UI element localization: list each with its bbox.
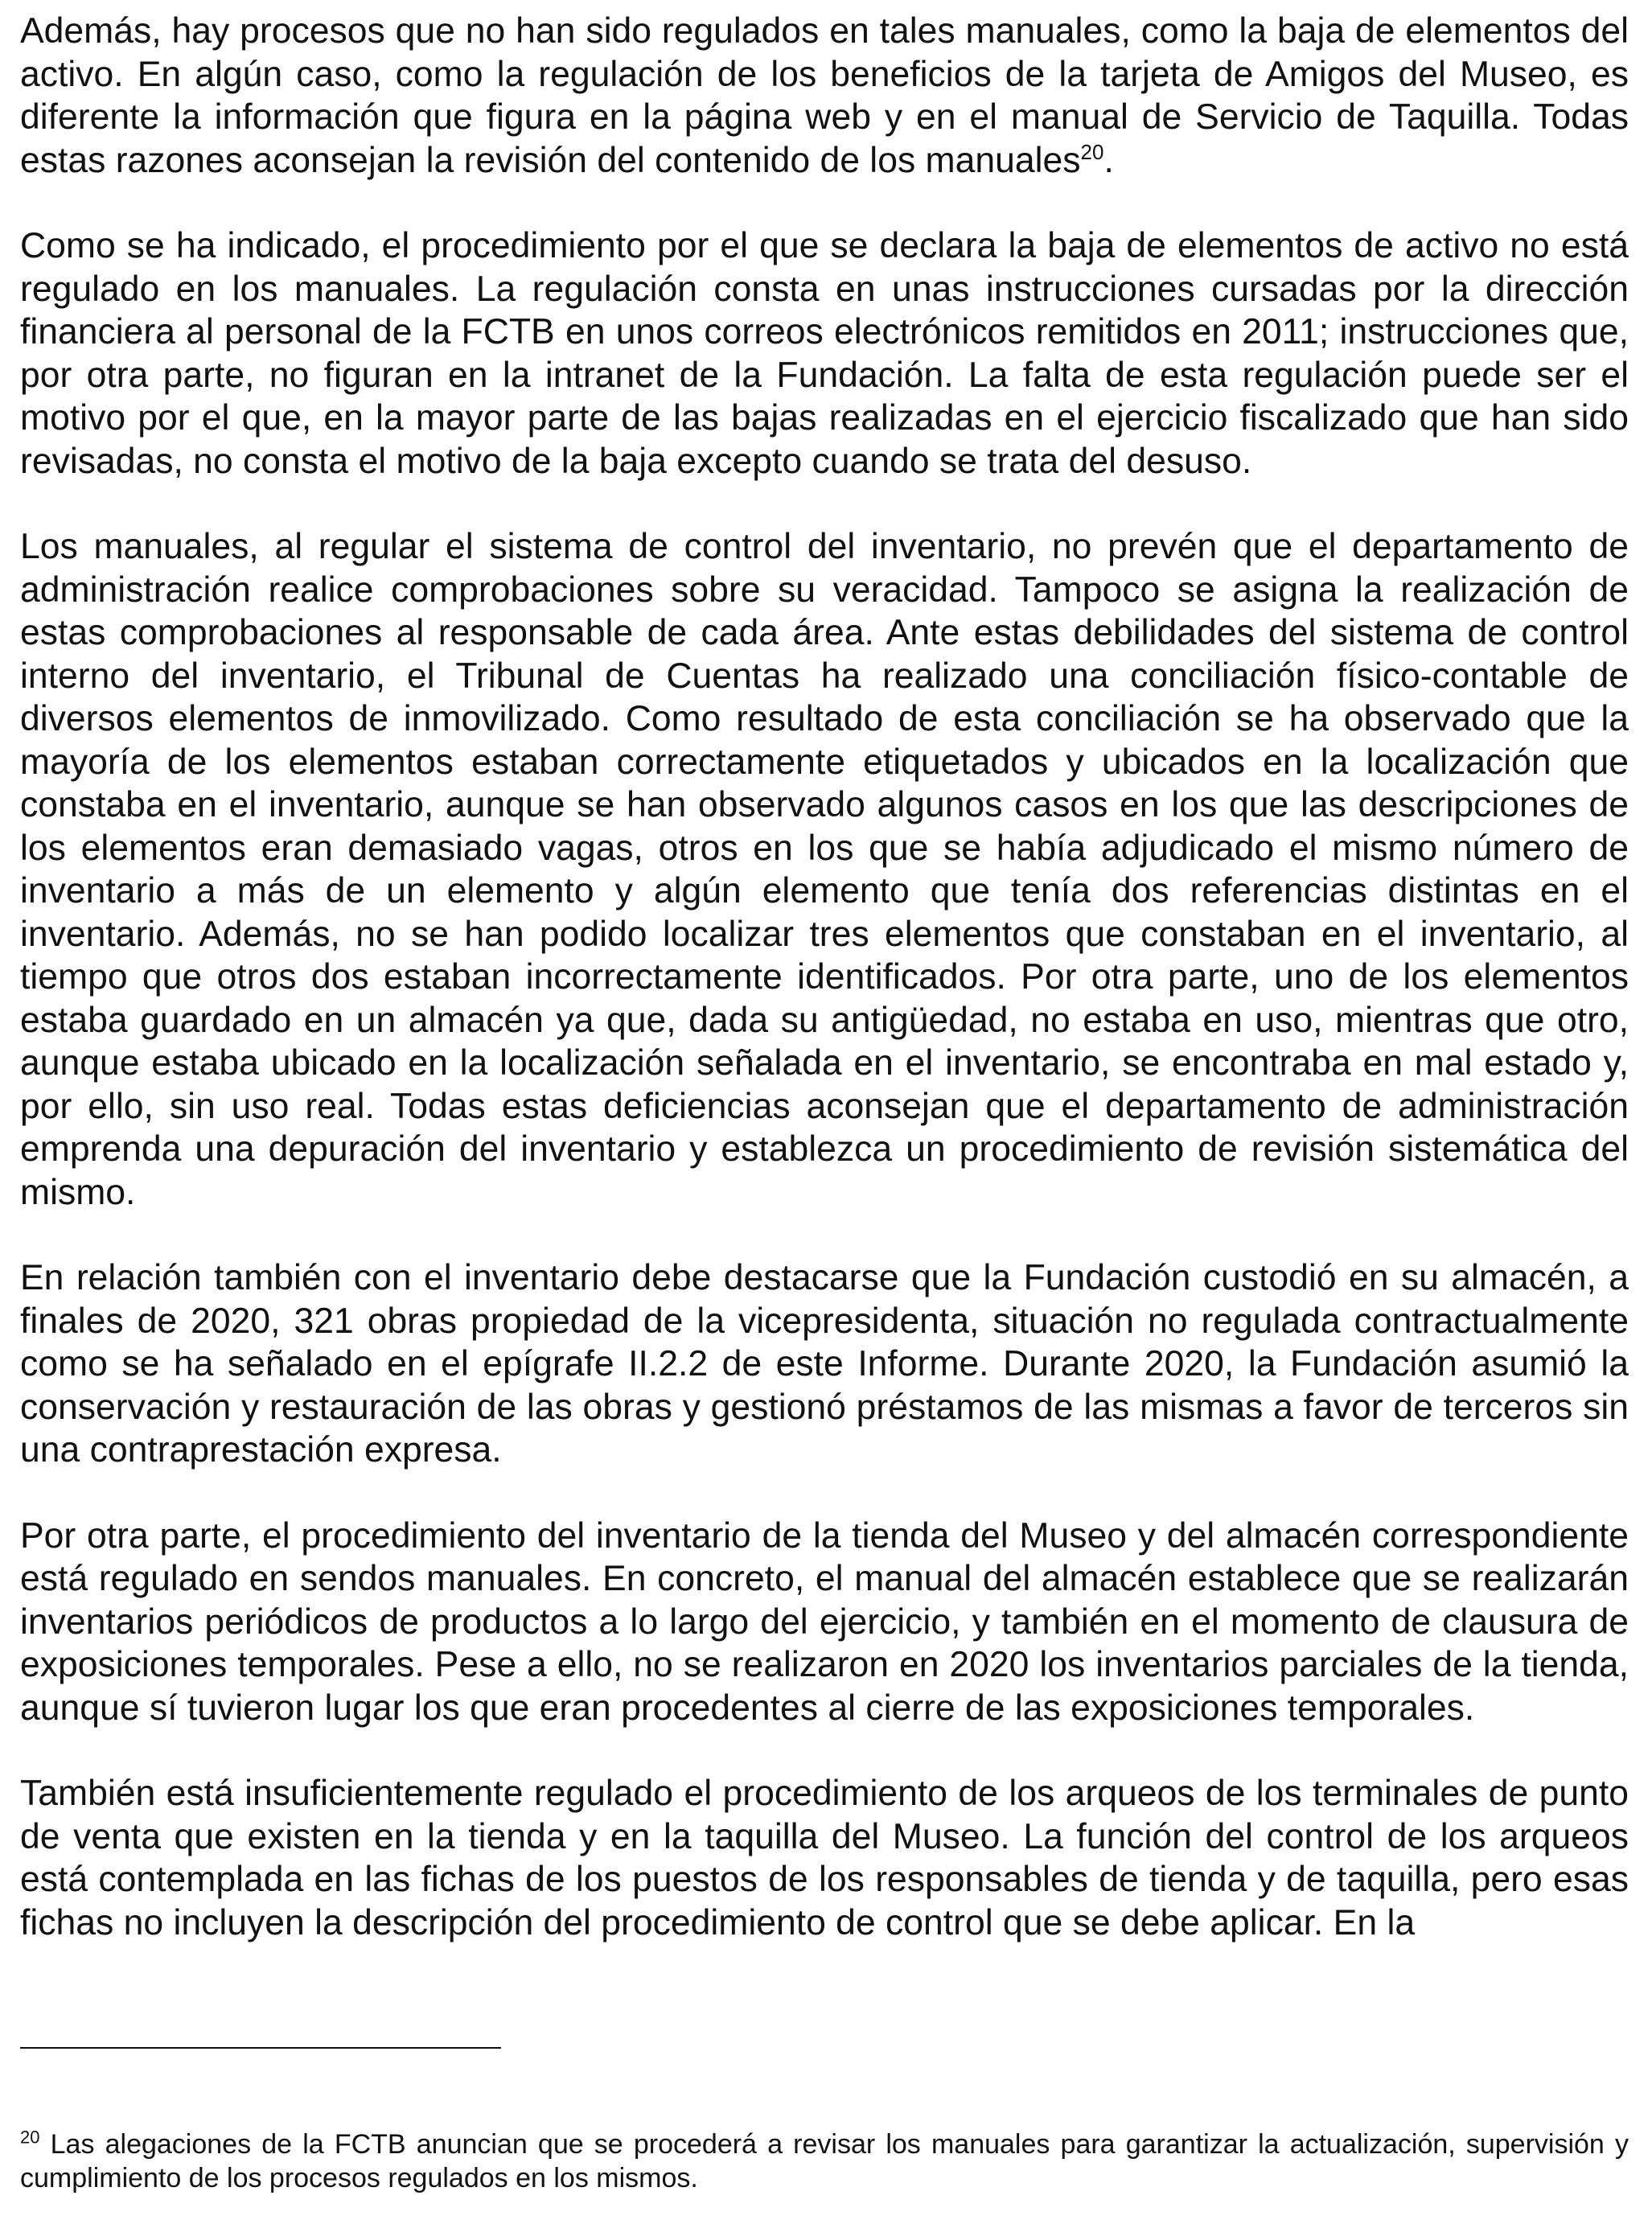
document-body (20, 10, 1629, 1944)
paragraph-3: Los manuales, al regular el sistema de control del inventario, no prevén que el departamento de administración realice comprobaciones sobre su veracidad. Tampoco se asigna la realización de estas comprobaciones al responsable de cada área. Ante estas debilidades del sistema de control interno del inventario, el Tribunal de Cuentas ha realizado una conciliación físico-contable de diversos elementos de inmovilizado. Como resultado de esta conciliación se ha observado que la mayoría de los elementos estaban correctamente etiquetados y ubicados en la localización que constaba en el inventario, aunque se han observado algunos casos en los que las descripciones de los elementos eran demasiado vagas, otros en los que se había adjudicado el mismo número de inventario a más de un elemento y algún elemento que tenía dos referencias distintas en el inventario. Además, no se han podido localizar tres elementos que constaban en el inventario, al tiempo que otros dos estaban incorrectamente identificados. Por otra parte, uno de los elementos estaba guardado en un almacén ya que, dada su antigüedad, no estaba en uso, mientras que otro, aunque estaba ubicado en la localización señalada en el inventario, se encontraba en mal estado y, por ello, sin uso real. Todas estas deficiencias aconsejan que el departamento de administración emprenda una depuración del inventario y establezca un procedimiento de revisión sistemática del mismo. (20, 527, 1629, 1212)
paragraph-2: Como se ha indicado, el procedimiento por el que se declara la baja de elementos de activo no está regulado en los manuales. La regulación consta en unas instrucciones cursadas por la dirección financiera al personal de la FCTB en unos correos electrónicos remitidos en 2011; instrucciones que, por otra parte, no figuran en la intranet de la Fundación. La falta de esta regulación puede ser el motivo por el que, en la mayor parte de las bajas realizadas en el ejercicio fiscalizado que han sido revisadas, no consta el motivo de la baja excepto cuando se trata del desuso. (20, 226, 1629, 481)
footnote-number: 20 (20, 2127, 40, 2148)
footnote-reference-20: 20 (1080, 139, 1104, 164)
paragraph-5: Por otra parte, el procedimiento del inventario de la tienda del Museo y del almacén correspondiente está regulado en sendos manuales. En concreto, el manual del almacén establece que se realizarán inventarios periódicos de productos a lo largo del ejercicio, y también en el momento de clausura de exposiciones temporales. Pese a ello, no se realizaron en 2020 los inventarios parciales de la tienda, aunque sí tuvieron lugar los que eran procedentes al cierre de las exposiciones temporales. (20, 1515, 1629, 1728)
paragraph-6: También está insuficientemente regulado el procedimiento de los arqueos de los terminales de punto de venta que existen en la tienda y en la taquilla del Museo. La función del control de los arqueos está contemplada en las fichas de los puestos de los responsables de tienda y de taquilla, pero esas fichas no incluyen la descripción del procedimiento de control que se debe aplicar. En la (20, 1774, 1629, 1942)
footnote-20 (20, 2128, 1629, 2195)
paragraph-1-text: Además, hay procesos que no han sido regulados en tales manuales, como la baja de elementos del activo. En algún caso, como la regulación de los beneficios de la tarjeta de Amigos del Museo, es diferente la información que figura en la página web y en el manual de Servicio de Taquilla. Todas estas razones aconsejan la revisión del contenido de los manuales (20, 11, 1629, 180)
paragraph-1 (20, 10, 1629, 182)
paragraph-4: En relación también con el inventario debe destacarse que la Fundación custodió en su almacén, a finales de 2020, 321 obras propiedad de la vicepresidenta, situación no regulada contractualmente como se ha señalado en el epígrafe II.2.2 de este Informe. Durante 2020, la Fundación asumió la conservación y restauración de las obras y gestionó préstamos de las mismas a favor de terceros sin una contraprestación expresa. (20, 1258, 1629, 1470)
footnote-separator (20, 2047, 501, 2049)
footnote-text: Las alegaciones de la FCTB anuncian que se procederá a revisar los manuales para garantizar la actualización, supervisión y cumplimiento de los procesos regulados en los mismos. (20, 2129, 1629, 2193)
paragraph-1-period: . (1103, 140, 1114, 180)
